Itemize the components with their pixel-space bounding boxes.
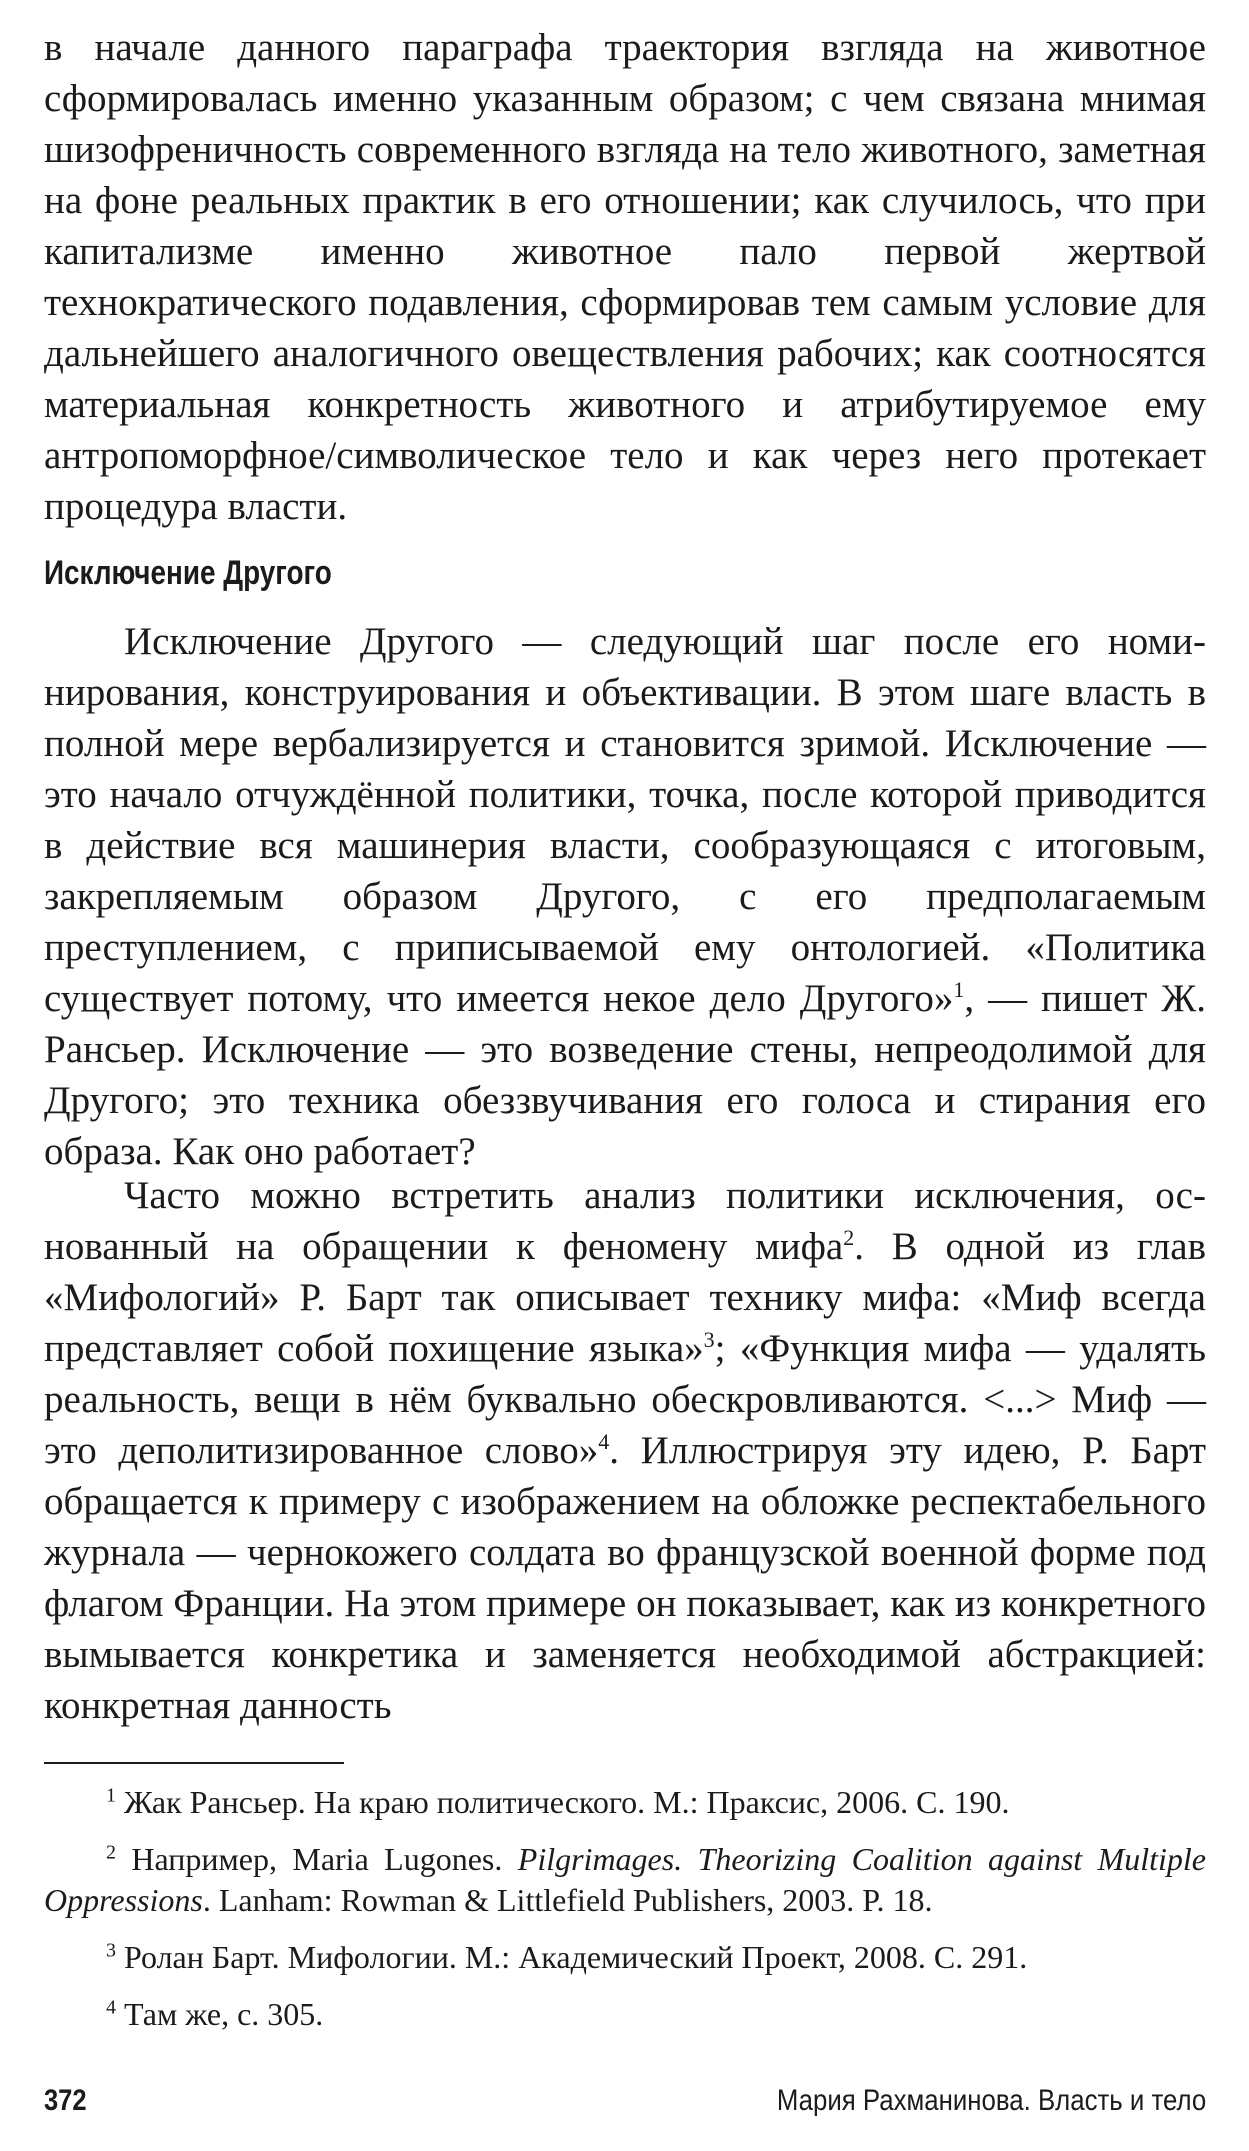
footnote-number: 1 <box>106 1784 116 1807</box>
paragraph-text: Исключение Другого — следующий шаг после его номинирования, конструирования и объективации. В этом шаге власть в полной мере вербализируется и становится зримой. Исключение — это начало отчуждённой политики, точка, после которой приводится в действие вся машинерия власти, сообразующаяся с итоговым, закрепляемым образом Другого, с его предполагаемым преступлением, с приписываемой ему онтологией. «Политика существует потому, что имеется некое дело Другого» <box>44 620 1206 1020</box>
footnote-number: 3 <box>106 1939 116 1962</box>
running-title: Мария Рахманинова. Власть и тело <box>776 2084 1206 2117</box>
footnote-3 <box>44 1937 1206 1978</box>
footnote-text: Там же, с. 305. <box>124 1996 324 2032</box>
paragraph-text: . Иллюстрируя эту идею, Р. Барт обращается к примеру с изображением на обложке респектабельного журнала — чернокожего солдата во французской военной форме под флагом Франции. На этом примере он показывает, как из конкретного вымывается конкретика и заменяется необходимой абстракцией: конкретная данность <box>44 1429 1206 1727</box>
footnote-text: Например, Maria Lugones. <box>131 1841 518 1877</box>
footnote-ref-1[interactable]: 1 <box>953 977 965 1002</box>
footnote-text: . Lanham: Rowman & Littlefield Publishers, 2003. P. 18. <box>202 1882 933 1918</box>
footnote-ref-2[interactable]: 2 <box>843 1225 855 1250</box>
footnote-4 <box>44 1994 1206 2035</box>
footnote-text: Жак Рансьер. На краю политического. М.: Праксис, 2006. С. 190. <box>124 1784 1010 1820</box>
section-heading: Исключение Другого <box>44 554 332 592</box>
footnote-ref-3[interactable]: 3 <box>703 1327 715 1352</box>
footnote-1 <box>44 1782 1206 1823</box>
footnote-divider <box>44 1762 344 1764</box>
paragraph-text: ; «Функция мифа — удалять реальность, вещи в нём буквально обескровливаются. <...> Миф — это деполитизированное слово» <box>44 1327 1206 1472</box>
paragraph-text: . В одной из глав «Мифологий» Р. Барт так описывает технику мифа: «Миф всегда представляет собой похищение языка» <box>44 1225 1206 1370</box>
paragraph-text: в начале данного параграфа траектория взгляда на животное сформировалась именно указанным образом; с чем связана мнимая шизофреничность современного взгляда на тело животного, заметная на фоне реальных практик в его отношении; как случилось, что при капитализме именно животное пало первой жертвой технократического подавления, сформировав тем самым условие для дальнейшего аналогичного овеществления рабочих; как соотносятся материальная конкретность животного и атрибутируемое ему антропоморфное/символическое тело и как через него протекает процедура власти. <box>44 26 1206 528</box>
footnote-2 <box>44 1839 1206 1921</box>
footnote-text: Ролан Барт. Мифологии. М.: Академический Проект, 2008. С. 291. <box>124 1939 1028 1975</box>
footnote-number: 4 <box>106 1996 116 2019</box>
footnote-number: 2 <box>106 1841 116 1864</box>
footnotes <box>44 1782 1206 2051</box>
paragraph-exclusion <box>44 616 1206 1177</box>
paragraph-myth <box>44 1170 1206 1731</box>
page-number: 372 <box>44 2084 87 2117</box>
footnote-book-title: Pilgrimages. Theorizing Coalition against Multiple Oppressions <box>44 1841 1207 1918</box>
footnote-ref-4[interactable]: 4 <box>598 1429 610 1454</box>
paragraph-text: , — пишет Ж. Рансьер. Исключение — это возведение стены, непреодолимой для Другого; это техника обеззвучивания его голоса и стирания его образа. Как оно работает? <box>44 977 1206 1173</box>
paragraph-continuation <box>44 22 1206 532</box>
paragraph-text: Часто можно встретить анализ политики исключения, основанный на обращении к феномену мифа <box>44 1174 1206 1268</box>
